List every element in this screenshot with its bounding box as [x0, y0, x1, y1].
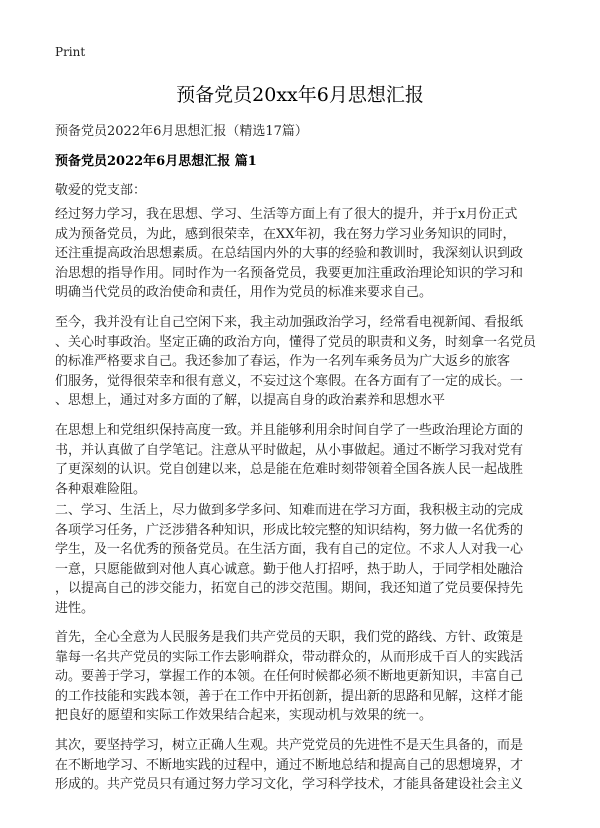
text-line: 首先，全心全意为人民服务是我们共产党员的天职，我们党的路线、方针、政策是 — [55, 630, 524, 645]
text-line: 成为预备党员，为此，感到很荣幸，在XX年初，我在努力学习业务知识的同时， — [55, 226, 516, 242]
text-line: 们服务，觉得很荣幸和很有意义，不妄过这个寒假。在各方面有了一定的成长。一 — [55, 373, 524, 389]
text-line: 二、学习、生活上，尽力做到多学多问、知难而进在学习方面，我积极主动的完成 — [55, 503, 524, 518]
text-line: 靠每一名共产党员的实际工作去影响群众，带动群众的，从而形成千百人的实践活 — [55, 649, 524, 665]
text-line: 各种艰难险阻。 — [55, 481, 147, 497]
print-link[interactable]: Print — [55, 45, 86, 59]
page-title: 预备党员20xx年6月思想汇报 — [176, 84, 424, 106]
text-line: 书，并认真做了自学笔记。注意从平时做起，从小事做起。通过不断学习我对党有 — [55, 442, 524, 458]
text-line: 经过努力学习，我在思想、学习、生活等方面上有了很大的提升，并于x月份正式 — [55, 207, 518, 222]
text-line: 治思想的指导作用。同时作为一名预备党员，我要更加注重政治理论知识的学习和 — [55, 265, 524, 281]
text-line: 把良好的愿望和实际工作效果结合起来，实现动机与效果的统一。 — [55, 708, 433, 723]
text-line: 了更深刻的认识。党自创建以来，总是能在危难时刻带领着全国各族人民一起战胜 — [55, 462, 524, 477]
text-line: 其次，要坚持学习，树立正确人生观。共产党党员的先进性不是天生具备的，而是 — [55, 738, 524, 753]
text-line: 明确当代党员的政治使命和责任，用作为党员的标准来要求自己。 — [55, 285, 433, 300]
text-line: 学生，及一名优秀的预备党员。在生活方面，我有自己的定位。不求人人对我一心 — [55, 542, 524, 557]
text-line: 还注重提高政治思想素质。在总结国内外的大事的经验和教训时，我深刻认识到政 — [55, 246, 524, 261]
text-line: 至今，我并没有让自己空闲下来，我主动加强政治学习，经常看电视新闻、看报纸 — [55, 315, 524, 330]
paragraph-6 — [55, 736, 555, 795]
paragraph-2 — [55, 313, 555, 411]
greeting: 敬爱的党支部： — [55, 183, 147, 198]
paragraph-5 — [55, 628, 555, 726]
text-line: 各项学习任务，广泛涉猎各种知识，形成比较完整的知识结构，努力做一名优秀的 — [55, 522, 524, 538]
subtitle: 预备党员2022年6月思想汇报（精选17篇） — [55, 124, 308, 139]
paragraph-4 — [55, 501, 555, 618]
text-line: 、关心时事政治。坚定正确的政治方向，懂得了党员的职责和义务，时刻拿一名党员 — [55, 334, 537, 350]
paragraph-3 — [55, 421, 555, 499]
text-line: 、思想上，通过对多方面的了解，以提高自身的政治素养和思想水平 — [55, 393, 446, 408]
text-line: 的工作技能和实践本领，善于在工作中开拓创新，提出新的思路和见解，这样才能 — [55, 688, 524, 704]
text-line: 在思想上和党组织保持高度一致。并且能够利用余时间自学了一些政治理论方面的 — [55, 423, 524, 438]
text-line: 在不断地学习、不断地实践的过程中，通过不断地总结和提高自己的思想境界，才 — [55, 757, 524, 773]
paragraph-1 — [55, 205, 555, 303]
text-line: 进性。 — [55, 600, 95, 616]
text-line: 一意，只愿能做到对他人真心诚意。勤于他人打招呼，热于助人，于同学相处融洽 — [55, 561, 524, 577]
text-line: 形成的。共产党员只有通过努力学习文化，学习科学技术，才能具备建设社会主义 — [55, 777, 524, 792]
text-line: ，以提高自己的涉交能力，拓宽自己的涉交范围。期间，我还知道了党员要保持先 — [55, 581, 524, 596]
text-line: 动。要善于学习，掌握工作的本领。在任何时候都必须不断地更新知识，丰富自己 — [55, 669, 524, 684]
text-line: 的标准严格要求自己。我还参加了春运，作为一名列车乘务员为广大返乡的旅客 — [55, 354, 511, 369]
section-heading: 预备党员2022年6月思想汇报 篇1 — [55, 154, 257, 169]
